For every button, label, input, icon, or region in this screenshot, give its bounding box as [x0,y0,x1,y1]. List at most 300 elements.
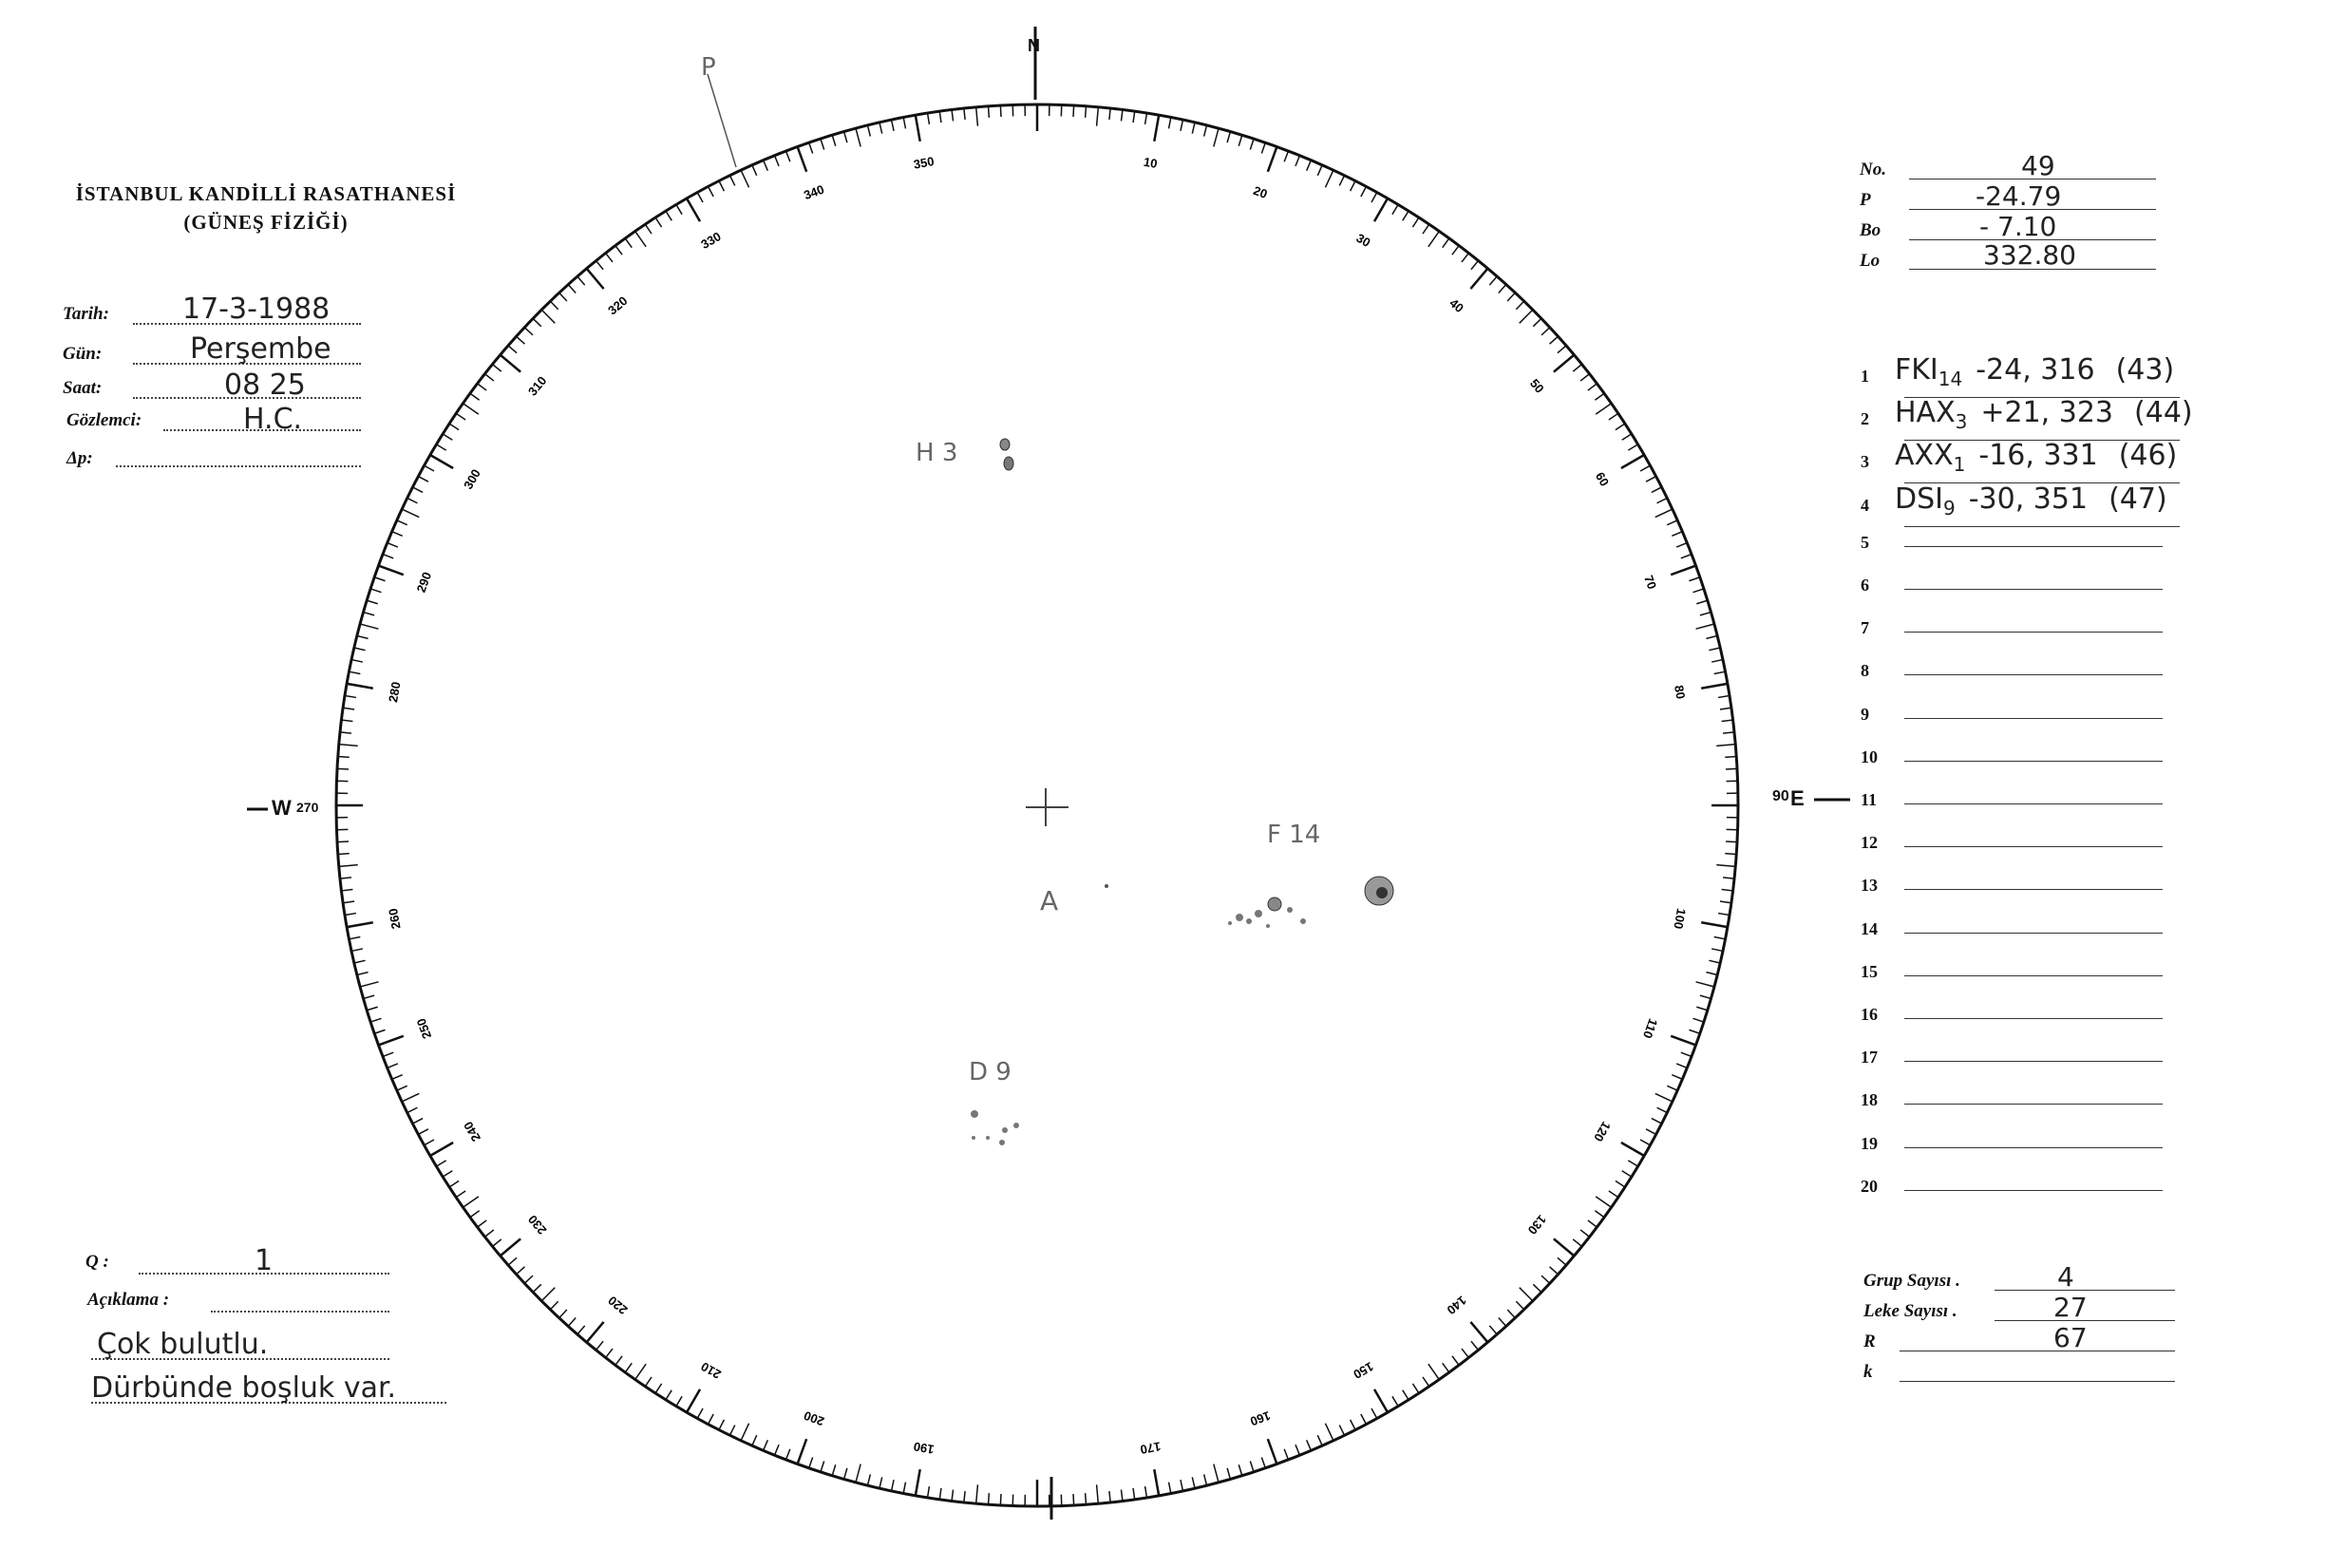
degree-tick [844,1468,847,1480]
degree-tick [1646,477,1656,482]
group-spot-count: 3 [1955,410,1968,434]
degree-label: 40 [1447,295,1466,316]
degree-tick [764,1440,768,1450]
degree-tick [952,1490,953,1502]
degree-tick [541,310,555,323]
degree-tick [1701,922,1728,927]
degree-label: 250 [413,1016,435,1041]
degree-tick [1595,393,1604,400]
degree-tick [1374,1389,1388,1412]
degree-tick [374,577,385,581]
degree-label: 320 [605,293,631,318]
degree-label: 290 [413,570,435,595]
degree-label: 210 [698,1359,724,1382]
degree-tick [1169,118,1171,129]
degree-tick [1558,346,1566,353]
degree-tick [1722,720,1733,721]
degree-tick [1720,708,1731,709]
degree-tick [1693,1018,1703,1022]
degree-tick [1284,151,1288,161]
degree-tick [1181,1480,1182,1491]
degree-tick [412,487,423,492]
degree-tick [1722,889,1733,890]
degree-tick [541,1288,555,1301]
degree-tick [1588,1220,1598,1227]
degree-tick [867,1474,870,1485]
observatory-title: İSTANBUL KANDİLLİ RASATHANESİ [75,182,457,205]
degree-tick [635,1364,646,1379]
degree-tick [1622,1171,1632,1177]
degree-tick [436,1161,445,1166]
degree-tick [892,120,894,131]
degree-tick [1489,276,1497,285]
param-lo-value: 332.80 [1983,239,2076,271]
degree-tick [775,1445,779,1455]
degree-tick [492,365,501,372]
sunspot-d-6 [999,1140,1005,1145]
degree-tick [412,1119,423,1124]
degree-label: 70 [1641,573,1660,592]
group-row-number: 7 [1861,618,1869,638]
sunspot-f-5 [1246,918,1252,924]
observer-label: Gözlemci: [66,410,142,430]
param-p-label: P [1860,190,1871,210]
degree-tick [1109,1491,1110,1502]
degree-tick [1261,142,1265,153]
degree-tick [952,110,953,122]
degree-tick [989,106,990,118]
degree-tick [501,1238,520,1256]
degree-tick [354,960,366,963]
degree-tick [645,1377,652,1387]
degree-tick [1628,444,1637,450]
degree-tick [1403,211,1409,220]
degree-tick [388,1064,398,1067]
degree-tick [1696,624,1714,629]
degree-tick [1609,1191,1618,1198]
degree-tick [418,477,428,482]
degree-tick [1295,156,1299,166]
degree-tick [397,1086,407,1090]
degree-tick [533,1284,541,1292]
degree-tick [533,318,541,326]
degree-tick [939,1488,941,1500]
degree-tick [729,1426,734,1436]
group-row-number: 20 [1861,1176,1878,1196]
degree-tick [449,424,459,430]
degree-tick [577,1326,585,1334]
degree-tick [1204,125,1207,137]
degree-tick [350,937,361,939]
degree-tick [1507,293,1515,301]
degree-tick [879,123,882,134]
west-label: W [272,796,292,820]
degree-tick [339,865,358,867]
q-value: 1 [255,1244,274,1277]
degree-tick [397,520,407,525]
degree-tick [1554,355,1574,372]
group-row-number: 17 [1861,1048,1878,1067]
degree-tick [625,238,632,248]
degree-tick [687,198,700,221]
degree-tick [832,1464,836,1475]
group-row-number: 13 [1861,876,1878,896]
degree-tick [559,1310,567,1318]
degree-tick [655,217,662,227]
north-label: N [1028,36,1040,55]
degree-tick [1307,161,1312,171]
degree-tick [1711,660,1723,662]
degree-tick [1711,949,1723,951]
degree-tick [709,186,714,197]
note-line-1: Çok bulutlu. [97,1328,269,1361]
degree-tick [964,1491,965,1502]
degree-tick [351,949,363,951]
degree-label: 240 [461,1119,483,1144]
degree-tick [1622,434,1632,440]
degree-label: 310 [524,373,550,399]
degree-tick [1667,1086,1677,1090]
degree-tick [1428,231,1439,246]
degree-tick [916,115,920,142]
degree-tick [1640,465,1650,471]
degree-tick [484,1230,493,1237]
sunspot-h-2 [1004,457,1013,470]
degree-tick [392,1075,403,1080]
degree-tick [655,1384,662,1393]
degree-tick [1325,1424,1333,1441]
degree-tick [709,1414,714,1425]
r-value: 67 [2053,1322,2088,1353]
degree-label: 50 [1526,376,1547,396]
degree-tick [443,434,452,440]
degree-tick [1596,1197,1611,1207]
degree-tick [752,1435,757,1445]
degree-tick [1550,1267,1559,1275]
degree-tick [606,253,613,261]
degree-tick [976,1484,978,1503]
degree-tick [402,1093,419,1101]
group-class: DSI [1895,482,1943,516]
degree-tick [338,757,350,758]
spot-count-label: Leke Sayısı . [1863,1301,1957,1321]
sunspot-f-core [1376,887,1388,898]
degree-tick [470,1211,480,1218]
degree-tick [1720,901,1731,903]
degree-tick [1392,1396,1398,1406]
degree-tick [1325,170,1333,187]
degree-tick [339,745,358,746]
degree-tick [1227,132,1230,143]
east-label: E [1790,786,1805,810]
degree-tick [1295,1445,1299,1455]
degree-tick [463,1197,478,1207]
degree-tick [1676,543,1687,547]
observer-value: H.C. [243,403,303,436]
degree-tick [1250,1461,1254,1471]
degree-tick [337,768,349,769]
degree-tick [786,1449,790,1460]
degree-tick [1580,1230,1589,1237]
degree-tick [596,260,604,269]
degree-tick [517,1267,525,1275]
observatory-subtitle: (GÜNEŞ FİZİĞİ) [183,211,349,234]
degree-tick [1520,310,1533,323]
degree-tick [1700,995,1711,998]
degree-tick [1423,224,1429,234]
p-arrow-line [708,74,736,167]
degree-label: 60 [1592,469,1613,489]
degree-tick [1351,180,1355,191]
time-value: 08 25 [224,368,306,402]
degree-tick [392,532,403,537]
group-coords: -16, 331 [1978,439,2098,473]
degree-tick [1646,1129,1656,1135]
degree-tick [1412,217,1419,227]
param-bo-label: Bo [1860,220,1882,240]
group-row-number: 14 [1861,918,1878,938]
degree-label: 230 [524,1212,550,1237]
degree-tick [1655,1093,1673,1101]
sunspot-f-7 [1300,918,1306,924]
degree-tick [798,147,807,172]
degree-tick [856,1464,860,1483]
degree-label: 350 [912,154,936,172]
group-coords: -30, 351 [1968,482,2089,516]
degree-tick [1689,577,1699,581]
degree-tick [1284,1449,1288,1460]
degree-tick [1097,1484,1099,1503]
degree-tick [550,1301,558,1310]
sunspot-d-2 [1002,1127,1008,1133]
degree-tick [449,1181,459,1187]
degree-tick [351,660,363,662]
degree-tick [425,1140,434,1145]
degree-tick [916,1469,920,1496]
date-label: Tarih: [63,304,109,324]
degree-tick [354,648,366,651]
degree-tick [345,696,356,698]
degree-label: 340 [802,181,826,203]
group-number: (47) [2109,482,2167,516]
degree-tick [1652,1119,1662,1124]
degree-tick [337,841,349,842]
degree-tick [719,1420,724,1430]
degree-tick [1580,374,1589,381]
degree-tick [1696,1007,1707,1011]
degree-tick [1716,745,1735,746]
degree-tick [1443,238,1449,248]
degree-labels [386,154,1689,1457]
param-lo-label: Lo [1860,251,1881,271]
degree-tick [976,107,978,126]
degree-tick [1596,404,1611,414]
group-row-number: 9 [1861,704,1869,724]
degree-label: 150 [1351,1359,1376,1382]
east-degree: 90 [1772,788,1789,804]
degree-tick [1723,732,1734,733]
degree-tick [1261,1457,1265,1467]
degree-tick [1573,1239,1581,1247]
degree-tick [1718,696,1730,698]
degree-tick [1452,1356,1459,1366]
degree-label: 30 [1353,230,1373,251]
degree-tick [463,404,478,414]
degree-tick [676,1396,682,1406]
param-p-value: -24.79 [1976,180,2062,212]
group-row-number: 6 [1861,576,1869,595]
degree-tick [1558,1257,1566,1265]
sunspot-f-6 [1287,907,1293,913]
degree-tick [964,108,965,120]
group-spot-count: 14 [1938,368,1963,390]
degree-label: 170 [1139,1439,1163,1457]
q-label: Q : [85,1252,109,1272]
degree-tick [844,132,847,143]
degree-label: 140 [1444,1293,1469,1318]
degree-tick [1725,757,1736,758]
degree-tick [1443,1363,1449,1372]
degree-tick [1214,1464,1219,1483]
degree-tick [764,161,768,171]
degree-tick [367,1007,377,1011]
degree-tick [939,111,941,123]
group-row-number: 11 [1861,790,1878,809]
degree-tick [1423,1377,1429,1387]
degree-tick [430,1143,453,1156]
degree-tick [1239,135,1242,145]
degree-label: 280 [386,680,404,704]
degree-tick [342,889,353,890]
degree-tick [1192,123,1195,134]
degree-tick [508,346,517,353]
degree-tick [1361,186,1367,197]
spot-count-value: 27 [2053,1292,2088,1323]
degree-tick [1133,1488,1135,1500]
degree-tick [821,139,824,149]
group-coords: -24, 316 [1976,353,2095,387]
degree-tick [832,135,836,145]
sunspot-a [1105,884,1108,888]
degree-tick [383,1052,393,1056]
degree-tick [1268,147,1277,172]
degree-tick [1121,1490,1122,1502]
degree-tick [1689,1030,1699,1033]
degree-label: 330 [698,229,724,252]
sunspot-d-4 [986,1136,990,1140]
degree-tick [1696,982,1714,987]
degree-tick [364,995,375,998]
degree-tick [1181,120,1182,131]
degree-tick [666,1390,671,1400]
degree-tick [821,1461,824,1471]
degree-tick [1595,1211,1604,1218]
degree-tick [1462,253,1468,261]
day-label: Gün: [63,344,103,364]
degree-label: 80 [1671,684,1689,701]
degree-tick [741,170,748,187]
group-coords: +21, 323 [1980,396,2114,430]
degree-tick [374,1030,385,1033]
west-degree: 270 [296,800,319,815]
degree-tick [1154,115,1159,142]
degree-tick [357,635,369,638]
degree-tick [1214,128,1219,146]
degree-label: 20 [1251,182,1270,201]
degree-tick [1554,1238,1574,1256]
degree-tick [388,543,398,547]
degree-tick [1573,365,1581,372]
degree-tick [508,1257,517,1265]
degree-tick [370,1018,381,1022]
degree-tick [587,269,604,289]
degree-tick [729,176,734,186]
group-row-number: 3 [1861,452,1869,472]
degree-tick [1268,1439,1277,1464]
group-class: AXX [1895,439,1954,473]
degree-tick [478,384,487,390]
group-number: (44) [2134,396,2193,430]
degree-tick [1317,1435,1322,1445]
degree-tick [1499,285,1506,293]
param-no-label: No. [1860,160,1886,179]
degree-tick [1700,613,1711,615]
degree-tick [1681,555,1692,558]
degree-tick [903,118,905,129]
degree-tick [517,336,525,344]
degree-tick [1725,854,1736,855]
degree-tick [1671,1036,1695,1046]
degree-tick [559,293,567,301]
degree-tick [402,509,419,517]
degree-tick [1516,1301,1523,1310]
degree-tick [625,1363,632,1372]
day-value: Perşembe [190,332,331,366]
degree-tick [577,276,585,285]
degree-tick [1000,105,1001,117]
group-spot-count: 9 [1943,496,1956,520]
degree-tick [347,684,373,689]
sunspot-d-5 [972,1136,975,1140]
sunspot-f-4 [1236,914,1243,921]
degree-tick [1676,1064,1687,1067]
aciklama-label: Açıklama : [87,1290,170,1310]
group-spot-count: 1 [1953,453,1966,477]
degree-tick [1392,204,1398,214]
degree-tick [1361,1414,1367,1425]
group-label-h: H 3 [916,439,958,467]
degree-tick [1714,671,1726,673]
degree-label: 160 [1248,1407,1273,1429]
degree-tick [1145,113,1147,124]
degree-tick [1428,1364,1439,1379]
degree-tick [1621,455,1644,468]
degree-tick [1714,937,1726,939]
degree-tick [1499,1318,1506,1327]
group-number: (43) [2115,353,2175,387]
param-bo-value: - 7.10 [1979,211,2057,242]
degree-tick [928,113,930,124]
degree-tick [1507,1310,1515,1318]
degree-tick [1462,1349,1468,1357]
degree-tick [1716,865,1735,867]
degree-tick [798,1439,807,1464]
degree-tick [343,708,354,709]
degree-label: 10 [1142,154,1159,172]
degree-tick [1706,973,1717,975]
group-class: HAX [1895,396,1956,430]
group-row-number: 16 [1861,1005,1878,1024]
